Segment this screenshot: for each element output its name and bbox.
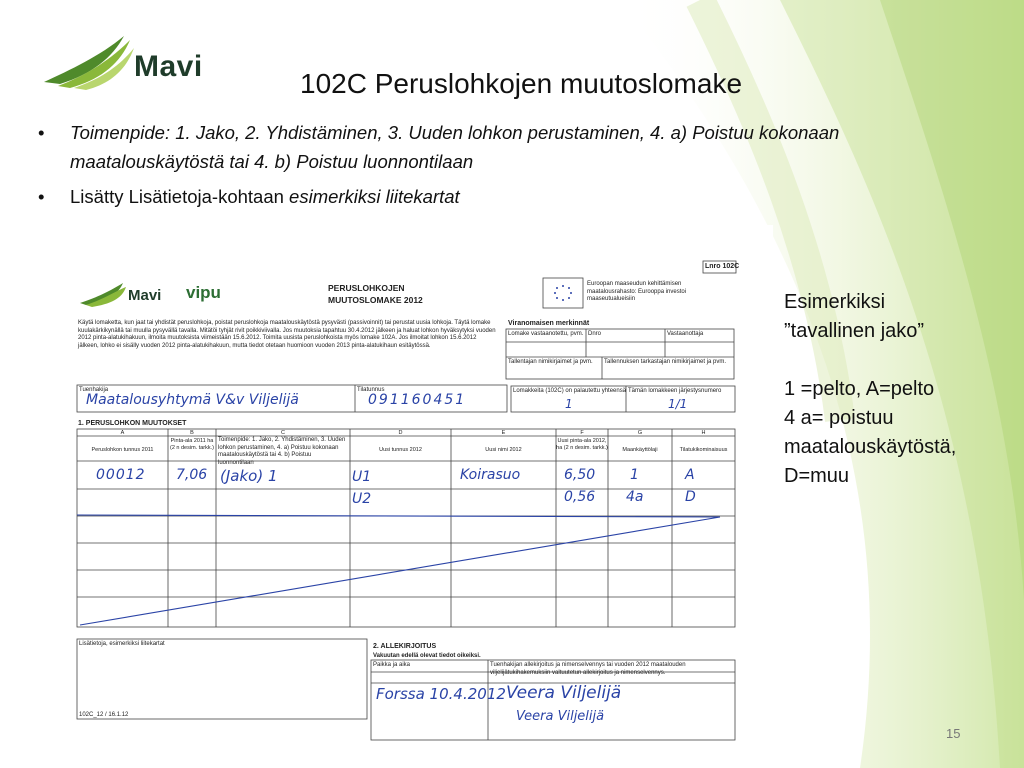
notes-panel bbox=[784, 288, 1019, 491]
section2-title: 2. ALLEKIRJOITUS bbox=[373, 643, 437, 650]
col-header: Pinta-ala 2011 ha (2 n desim. tarkk.) bbox=[169, 438, 214, 451]
signature: Veera Viljelijä bbox=[506, 683, 622, 703]
note-line: maatalouskäytöstä, bbox=[784, 436, 957, 458]
count-label: Lomakkeita (102C) on palautettu yhteensä bbox=[513, 388, 627, 394]
col-header: Tilatukikominaisuus bbox=[679, 447, 728, 453]
table-cell: 7,06 bbox=[176, 467, 208, 483]
note-line: D=muu bbox=[784, 465, 850, 487]
place-value: Forssa 10.4.2012 bbox=[376, 685, 506, 703]
section1-title: 1. PERUSLOHKON MUUTOKSET bbox=[78, 420, 187, 427]
form-title-2: MUUTOSLOMAKE 2012 bbox=[328, 295, 423, 305]
eu-text: Euroopan maaseudun kehittämisen maatalousrahasto: Eurooppa investoi maaseutualueisiin bbox=[587, 281, 687, 302]
table-cell: 4a bbox=[626, 489, 644, 505]
form-title-1: PERUSLOHKOJEN bbox=[328, 283, 405, 293]
extra-label: Lisätietoja, esimerkiksi liitekartat bbox=[79, 641, 165, 647]
col-header: Peruslohkon tunnus 2011 bbox=[91, 447, 154, 453]
form-scan bbox=[20, 225, 773, 758]
official-cell: Vastaanottaja bbox=[667, 331, 704, 337]
mavi-logo bbox=[40, 30, 210, 92]
farmer-label: Tuenhakija bbox=[79, 387, 109, 393]
tila-label: Tilatunnus bbox=[357, 387, 385, 393]
place-label: Paikka ja aika bbox=[373, 662, 411, 668]
col-header: Uusi tunnus 2012 bbox=[379, 447, 422, 453]
bullet-dot-icon: • bbox=[38, 122, 45, 143]
table-cell: U2 bbox=[352, 491, 372, 507]
form-logo-vipu: vipu bbox=[186, 283, 221, 302]
section2-sub: Vakuutan edellä olevat tiedot oikeiksi. bbox=[373, 653, 481, 659]
logo-wordmark: Mavi bbox=[134, 50, 203, 83]
note-line: 1 =pelto, A=pelto bbox=[784, 378, 935, 400]
table-cell: 6,50 bbox=[564, 467, 596, 483]
bullet-text-italic: esimerkiksi liitekartat bbox=[289, 186, 460, 207]
bullet-item bbox=[38, 182, 978, 211]
col-letter: E bbox=[501, 430, 506, 436]
table-cell: U1 bbox=[352, 469, 372, 485]
col-letter: H bbox=[701, 430, 706, 436]
form-logo-mavi: Mavi bbox=[128, 287, 162, 304]
note-line: 4 a= poistuu bbox=[784, 407, 894, 429]
form-intro: Käytä lomaketta, kun jaat tai yhdistät peruslohkoja, poistat peruslohkoja maatalouskäytöstä pysyvästi (passivoinnit) tai perustat uusia lohkoja. Täytä lomake kuulakärkikynällä tai muulla pysyvällä tavalla. Mitätöi tyhjät rivit poikkiviivalla. Jos muutoksia tapahtuu 30.4.2012 jälkeen ja haluat lohkon hyväksytyksi vuoden 2012 pinta-alatukihakuun, ilmoita muutoksista viimeistään 15.6.2012. Toimita uusista peruslohkoista myös lomake 102A. Jos ilmoitat lohkon 15.6.2012 jälkeen, lohko ei sisälly vuoden 2012 pinta-alatukihakuun, mutta tiedot otetaan huomioon vuoden 2013 pinta-alatukihaun esitäytössä. bbox=[78, 320, 496, 349]
col-letter: G bbox=[637, 430, 643, 436]
mavi-leaf-icon bbox=[40, 30, 140, 92]
col-header: Maankäyttölaji bbox=[622, 447, 658, 453]
col-header: Uusi nimi 2012 bbox=[485, 447, 522, 453]
order-label: Tämän lomakkeen järjestysnumero bbox=[628, 388, 722, 394]
farmer-value: Maatalousyhtymä V&v Viljelijä bbox=[86, 392, 299, 408]
form-footer-code: 102C_12 / 16.1.12 bbox=[79, 712, 129, 718]
bullet-item bbox=[38, 118, 978, 176]
official-title: Viranomaisen merkinnät bbox=[508, 320, 590, 327]
col-letter: F bbox=[580, 430, 584, 436]
col-header: Toimenpide: 1. Jako, 2. Yhdistäminen, 3. Uuden lohkon perustaminen, 4. a) Poistuu kokonaan maatalouskäytöstä tai 4. b) Poistuu luonnontilaan bbox=[218, 437, 346, 466]
table-cell: 1 bbox=[630, 467, 639, 483]
col-letter: C bbox=[281, 430, 285, 436]
col-letter: A bbox=[120, 430, 125, 436]
bullet-text: Toimenpide: 1. Jako, 2. Yhdistäminen, 3. Uuden lohkon perustaminen, 4. a) Poistuu kokonaan maatalouskäytöstä tai 4. b) Poistuu luonnontilaan bbox=[70, 122, 840, 172]
count-value: 1 bbox=[565, 397, 573, 411]
note-line: ”tavallinen jako” bbox=[784, 320, 925, 342]
form-id-box: Lnro 102C bbox=[705, 263, 740, 270]
col-letter: D bbox=[398, 430, 403, 436]
order-value: 1/1 bbox=[668, 397, 688, 411]
tila-value: 091160451 bbox=[368, 392, 467, 408]
official-cell: Dnro bbox=[588, 331, 602, 337]
col-letter: B bbox=[190, 430, 194, 436]
signature-clarification: Veera Viljelijä bbox=[516, 709, 605, 724]
official-cell: Tallentajan nimikirjaimet ja pvm. bbox=[508, 359, 593, 365]
bullet-list bbox=[38, 118, 978, 217]
page-title: 102C Peruslohkojen muutoslomake bbox=[300, 68, 743, 99]
table-cell: A bbox=[685, 467, 695, 483]
page-number: 15 bbox=[946, 726, 961, 741]
table-cell: 00012 bbox=[96, 467, 146, 483]
table-cell: D bbox=[685, 489, 696, 505]
col-header: Uusi pinta-ala 2012, ha (2 n desim. tarkk.) bbox=[556, 438, 608, 451]
note-line: Esimerkiksi bbox=[784, 291, 886, 313]
table-cell: 0,56 bbox=[564, 489, 596, 505]
table-cell: Koirasuo bbox=[460, 467, 521, 483]
bullet-text: Lisätty Lisätietoja-kohtaan bbox=[70, 186, 290, 207]
table-cell: (Jako) 1 bbox=[220, 467, 278, 485]
official-cell: Lomake vastaanotettu, pvm. bbox=[508, 331, 584, 337]
sign-label: Tuenhakijan allekirjoitus ja nimenselvennys tai vuoden 2012 maatalouden viljelijätukihakemuksiin valtuutetun allekirjoitus ja nimenselvennys. bbox=[490, 662, 686, 676]
bullet-dot-icon: • bbox=[38, 186, 45, 207]
official-cell: Tallennuksen tarkastajan nimikirjaimet ja pvm. bbox=[604, 359, 727, 365]
